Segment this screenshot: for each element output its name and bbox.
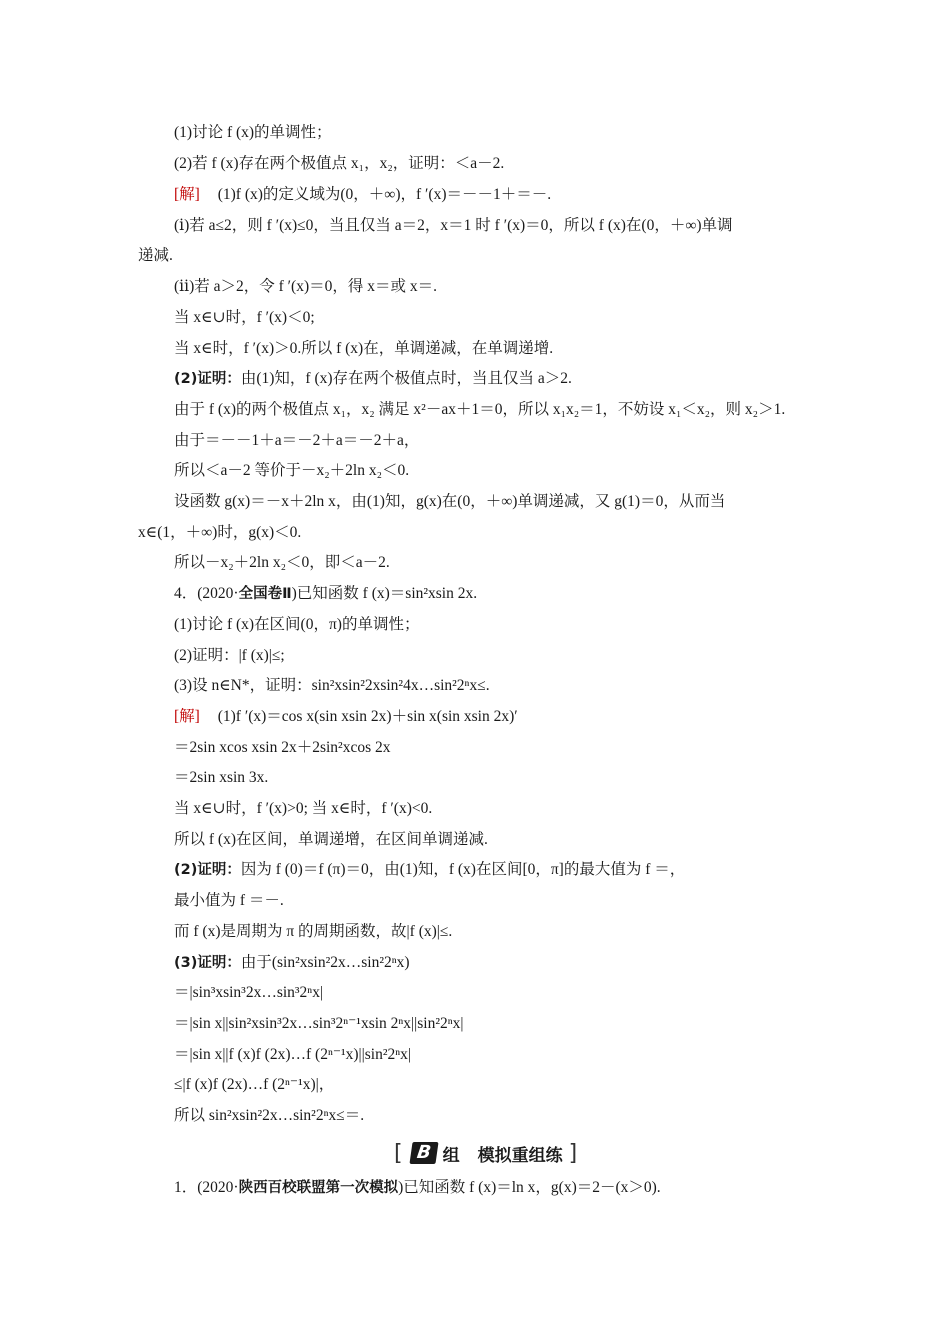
q4-part3: (3)设 n∈N*，证明：sin²xsin²2xsin²4x…sin²2ⁿx≤. [174, 677, 490, 694]
b-q1-text: )已知函数 f (x)＝ln x，g(x)＝2－(x＞0). [398, 1179, 661, 1196]
q4-monotonic: 所以 f (x)在区间，单调递增，在区间单调递减. [174, 831, 488, 848]
case-i: (ⅰ)若 a≤2，则 f ′(x)≤0，当且仅当 a＝2，x＝1 时 f ′(x)＝0，所以 f (x)在(0，＋∞)单调 [174, 217, 733, 234]
proof-tag: (3)证明： [174, 955, 241, 971]
q4-min-value: 最小值为 f ＝－. [174, 892, 284, 909]
proof-line-6: x∈(1，＋∞)时，g(x)＜0. [138, 524, 302, 541]
b-q1-stem [174, 1178, 661, 1198]
q4-sign-analysis: 当 x∈∪时，f ′(x)>0; 当 x∈时，f ′(x)<0. [174, 800, 433, 817]
q4-solution-line [174, 707, 518, 727]
proof-2-line [174, 369, 572, 389]
q4-number: 4．(2020· [174, 585, 239, 602]
proof-text: 由于(sin²xsin²2x…sin²2ⁿx) [240, 954, 410, 971]
section-banner [394, 1139, 577, 1167]
q3-part2: (2)若 f (x)存在两个极值点 x₁，x₂，证明：＜a－2. [174, 155, 505, 172]
q4-part1: (1)讨论 f (x)在区间(0，π)的单调性； [174, 616, 420, 633]
banner-group: 组 [442, 1145, 460, 1166]
b-q1-source: 陕西百校联盟第一次模拟 [238, 1180, 399, 1196]
case-i-cont: 递减. [138, 247, 173, 264]
q4-proof-3-c: ＝|sin x||f (x)f (2x)…f (2ⁿ⁻¹x)||sin²2ⁿx| [174, 1046, 411, 1063]
q4-proof-3-b: ＝|sin x||sin²xsin³2x…sin³2ⁿ⁻¹xsin 2ⁿx||sin²2ⁿx| [174, 1015, 464, 1032]
banner-bracket-right: ] [568, 1140, 578, 1166]
q4-proof-3-a: ＝|sin³xsin³2x…sin³2ⁿx| [174, 984, 324, 1001]
solution-tag: [解] [174, 186, 200, 203]
proof-text: 由(1)知，f (x)存在两个极值点时，当且仅当 a＞2. [240, 370, 572, 387]
solution-text: (1)f ′(x)＝cos x(sin xsin 2x)＋sin x(sin xsin 2x)′ [217, 708, 518, 725]
q4-stem [174, 584, 477, 604]
group-b-badge: B [409, 1142, 438, 1164]
q4-periodic: 而 f (x)是周期为 π 的周期函数，故|f (x)|≤. [174, 923, 453, 940]
q4-proof-3-d: ≤|f (x)f (2x)…f (2ⁿ⁻¹x)|， [174, 1076, 335, 1093]
q3-part1: (1)讨论 f (x)的单调性； [174, 124, 332, 141]
q4-derivation-1: ＝2sin xcos xsin 2x＋2sin²xcos 2x [174, 739, 391, 756]
proof-tag: (2)证明： [174, 862, 241, 878]
proof-line-7: 所以－x₂＋2ln x₂＜0，即＜a－2. [174, 554, 390, 571]
proof-line-4: 所以＜a－2 等价于－x₂＋2ln x₂＜0. [174, 462, 410, 479]
proof-line-5: 设函数 g(x)＝－x＋2ln x，由(1)知，g(x)在(0，＋∞)单调递减，又 g(1)＝0，从而当 [174, 493, 726, 510]
b-q1-number: 1．(2020· [174, 1179, 239, 1196]
q4-text: )已知函数 f (x)＝sin²xsin 2x. [291, 585, 478, 602]
proof-line-3: 由于＝－－1＋a＝－2＋a＝－2＋a， [174, 432, 420, 449]
solution-line [174, 185, 551, 205]
proof-line-2: 由于 f (x)的两个极值点 x₁，x₂ 满足 x²－ax＋1＝0，所以 x₁x₂＝1，不妨设 x₁＜x₂，则 x₂＞1. [174, 401, 786, 418]
case-ii: (ⅱ)若 a＞2，令 f ′(x)＝0，得 x＝或 x＝. [174, 278, 437, 295]
q4-conclusion: 所以 sin²xsin²2x…sin²2ⁿx≤＝. [174, 1107, 365, 1124]
q4-proof-3 [174, 953, 410, 973]
q4-source: 全国卷Ⅱ [238, 586, 292, 602]
case-ii-a: 当 x∈∪时，f ′(x)＜0; [174, 309, 315, 326]
q4-derivation-2: ＝2sin xsin 3x. [174, 769, 269, 786]
solution-tag: [解] [174, 708, 200, 725]
q4-part2: (2)证明：|f (x)|≤; [174, 647, 285, 664]
case-ii-b: 当 x∈时，f ′(x)＞0.所以 f (x)在，单调递减，在单调递增. [174, 340, 554, 357]
solution-text: (1)f (x)的定义域为(0，＋∞)，f ′(x)＝－－1＋＝－. [217, 186, 552, 203]
proof-tag: (2)证明： [174, 371, 241, 387]
banner-bracket-left: [ [394, 1140, 403, 1166]
q4-proof-2 [174, 860, 685, 880]
banner-title: 模拟重组练 [477, 1145, 563, 1166]
proof-text: 因为 f (0)＝f (π)＝0，由(1)知，f (x)在区间[0，π]的最大值为 f ＝， [240, 861, 686, 878]
